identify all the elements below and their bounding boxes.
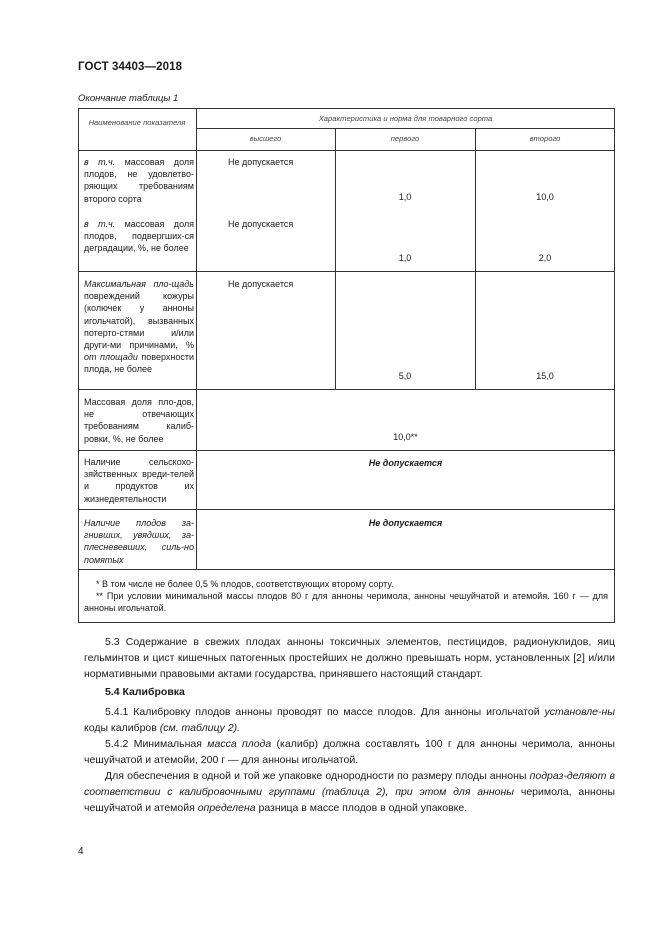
- cell-first-value: 1,0: [398, 253, 412, 263]
- col-header-characteristic: Характеристика и норма для товарного сорта: [318, 114, 493, 123]
- footnote-1: * В том числе не более 0,5 % плодов, соответствующих второму сорту.: [96, 579, 394, 589]
- row-name-degradation: в т.ч. массовая доля плодов, подвергших-ся деградации, %, не более: [84, 219, 194, 254]
- row-name-rotten-fruits: Наличие плодов за-гнивших, увядших, за-плесневевших, силь-но помятых: [84, 518, 194, 565]
- table-caption: Окончание таблицы 1: [78, 93, 179, 104]
- cell-merged-not-allowed: Не допускается: [368, 518, 443, 528]
- cell-merged-value: 10,0**: [393, 432, 418, 442]
- row-name-max-damage-area: Максимальная пло-щадь повреждений кожуры (колючек у анноны игольчатой), вызванных потерто-стями и/или други-ми причинами, % от площади поверхности плода, не более: [84, 279, 194, 375]
- paragraph-5-4-2: 5.4.2 Минимальная масса плода (калибр) должна составлять 100 г для анноны черимола, анноны чешуйчатой и атемойи, 200 г — для анноны игольчатой.: [84, 738, 615, 766]
- page-number: 4: [78, 846, 84, 857]
- cell-merged-not-allowed: Не допускается: [368, 458, 443, 468]
- cell-first-value: 5,0: [398, 371, 412, 381]
- cell-highest-not-allowed: Не допускается: [228, 279, 294, 289]
- standard-code: ГОСТ 34403—2018: [78, 61, 183, 73]
- cell-second-value: 15,0: [536, 371, 554, 381]
- cell-second-value: 10,0: [536, 192, 554, 202]
- col-header-first: первого: [390, 134, 420, 143]
- row-name-pests: Наличие сельскохо-зяйственных вреди-телей и продуктов их жизнедеятельности: [84, 457, 194, 504]
- paragraph-5-4-3: Для обеспечения в одной и той же упаковке однородности по размеру плоды анноны подраз-деляют в соответствии с калибровочными группами (таблица 2), при этом для анноны черимола, анноны чешуйчатой и атемойя определена разница в массе плодов в одной упаковке.: [84, 770, 616, 814]
- section-heading-5-4: 5.4 Калибровка: [105, 686, 185, 698]
- row-name-not-meeting-second-grade: в т.ч. массовая доля плодов, не удовлетво-ряющих требованиям второго сорта: [84, 157, 194, 204]
- col-header-indicator: Наименование показателя: [88, 118, 186, 127]
- col-header-second: второго: [529, 134, 561, 143]
- cell-second-value: 2,0: [538, 253, 552, 263]
- col-header-highest: высшего: [249, 134, 282, 143]
- row-name-calibration-mismatch: Массовая доля пло-дов, не отвечающих требованиям калиб-ровки, %, не более: [84, 397, 194, 444]
- cell-first-value: 1,0: [398, 192, 412, 202]
- cell-highest-not-allowed: Не допускается: [228, 157, 294, 167]
- paragraph-5-3: 5.3 Содержание в свежих плодах анноны токсичных элементов, пестицидов, радионуклидов, яиц гельминтов и цист кишечных патогенных простейших не должно превышать норм, установленных [2] и/или нормативными правовыми актами государства, принявшего настоящий стандарт.: [84, 636, 615, 680]
- cell-highest-not-allowed: Не допускается: [228, 219, 294, 229]
- footnote-2: ** При условии минимальной массы плодов 80 г для анноны черимола, анноны чешуйчатой и атемойя. 160 г — для анноны игольчатой.: [84, 591, 608, 613]
- paragraph-5-4-1: 5.4.1 Калибровку плодов анноны проводят по массе плодов. Для анноны игольчатой установле-ны коды калибров (см. таблицу 2).: [84, 706, 615, 734]
